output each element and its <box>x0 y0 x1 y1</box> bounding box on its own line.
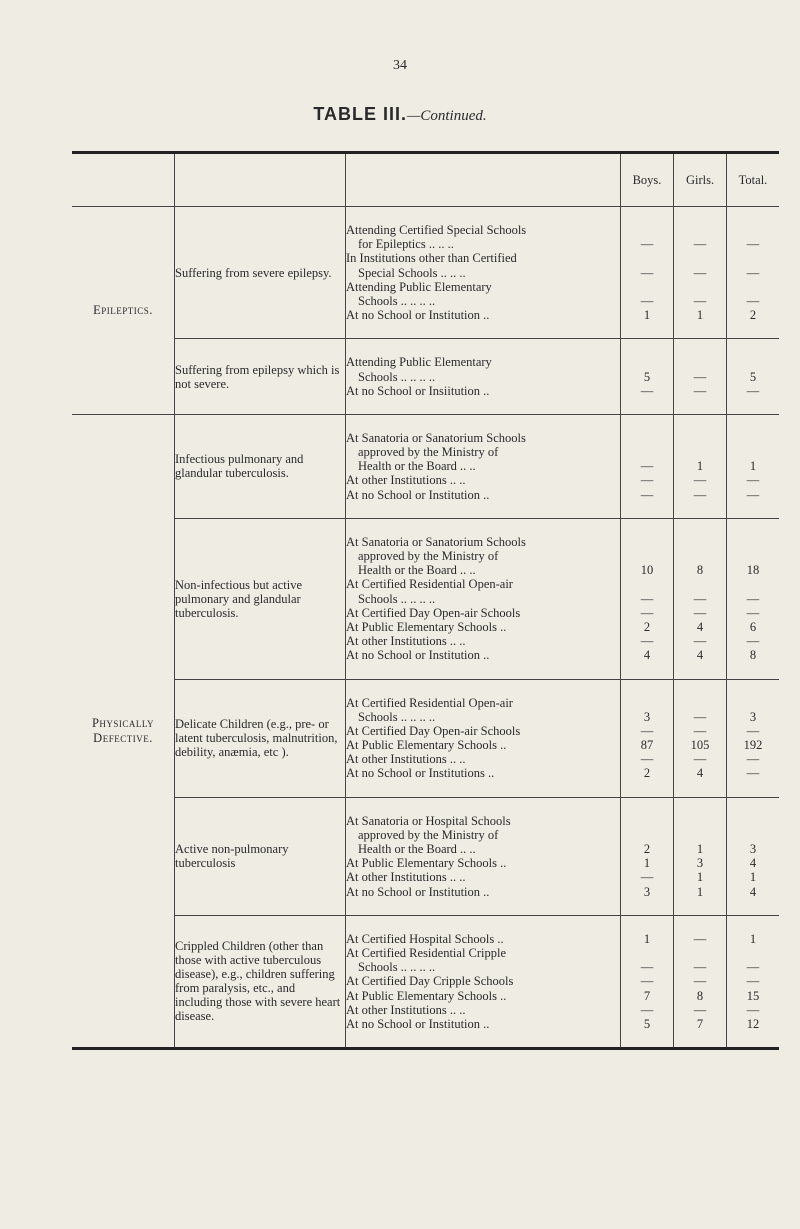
girls-value: — <box>693 974 707 989</box>
total-value: 18 <box>746 563 760 578</box>
girls-value <box>674 280 726 294</box>
table-row <box>72 679 779 797</box>
institution-line: At Certified Residential Open-air <box>346 577 513 592</box>
institution-cell <box>346 207 621 339</box>
total-value: 4 <box>749 884 757 899</box>
condition-cell <box>175 414 346 518</box>
total-value: — <box>746 1002 760 1017</box>
institution-line: At Certified Residential Cripple <box>346 945 507 960</box>
boys-cell <box>621 518 674 679</box>
institution-line: At other Institutions .. .. <box>346 634 466 649</box>
girls-value <box>674 535 726 549</box>
institution-line: At no School or Institution .. <box>346 884 490 899</box>
boys-value: — <box>640 473 654 488</box>
total-value <box>727 696 779 710</box>
girls-value: — <box>693 605 707 620</box>
institution-line: Schools .. .. .. .. <box>358 293 436 308</box>
boys-cell <box>621 414 674 518</box>
header-girls: Girls. <box>674 153 727 207</box>
institution-line: At no School or Insiitution .. <box>346 383 490 398</box>
total-value <box>727 828 779 842</box>
institution-line: for Epileptics .. .. .. <box>358 237 454 252</box>
institution-line: Attending Public Elementary <box>346 279 492 294</box>
boys-value: 1 <box>643 308 651 323</box>
girls-value: — <box>693 473 707 488</box>
total-value: — <box>746 591 760 606</box>
institution-cell <box>346 797 621 915</box>
total-value <box>727 355 779 369</box>
girls-value: 4 <box>696 648 704 663</box>
page-number: 34 <box>393 58 407 73</box>
header-category <box>72 153 175 207</box>
total-value: 15 <box>746 988 760 1003</box>
boys-value <box>621 946 673 960</box>
girls-value: 1 <box>696 870 704 885</box>
institution-line: At no School or Institutions .. <box>346 766 495 781</box>
condition-text: Delicate Children (e.g., pre- or latent tuberculosis, malnutrition, debility, anæmia, etc ). <box>175 717 338 760</box>
boys-value: — <box>640 265 654 280</box>
boys-value: 3 <box>643 709 651 724</box>
boys-value <box>621 577 673 591</box>
boys-value <box>621 251 673 265</box>
total-value: — <box>746 723 760 738</box>
total-cell <box>727 915 780 1048</box>
total-cell <box>727 339 780 415</box>
institution-line: At Sanatoria or Hospital Schools <box>346 813 511 828</box>
boys-value: — <box>640 293 654 308</box>
institution-line: approved by the Ministry of <box>358 827 499 842</box>
condition-text: Infectious pulmonary and glandular tuberculosis. <box>175 452 304 481</box>
girls-cell <box>674 797 727 915</box>
institution-cell <box>346 339 621 415</box>
institution-cell <box>346 414 621 518</box>
total-value <box>727 577 779 591</box>
boys-value: 2 <box>643 842 651 856</box>
condition-text: Crippled Children (other than those with active tuberculous disease), e.g., children suffering from paralysis, etc., and including those with severe heart disease. <box>175 939 341 1024</box>
boys-value: 87 <box>640 738 654 753</box>
girls-value: 8 <box>696 988 704 1003</box>
institution-line: At Sanatoria or Sanatorium Schools <box>346 534 526 549</box>
table-row <box>72 797 779 915</box>
total-value: 192 <box>743 738 763 753</box>
boys-value: — <box>640 723 654 738</box>
institution-line: At Certified Day Open-air Schools <box>346 723 521 738</box>
header-condition <box>175 153 346 207</box>
girls-value: 3 <box>696 856 704 871</box>
girls-value: — <box>693 709 707 724</box>
institution-line: At Certified Hospital Schools .. <box>346 931 504 946</box>
total-value: — <box>746 752 760 767</box>
institution-line: Schools .. .. .. .. <box>358 960 436 975</box>
institution-line: At Sanatoria or Sanatorium Schools <box>346 430 526 445</box>
total-value: 6 <box>749 619 757 634</box>
institution-line: At Certified Day Cripple Schools <box>346 974 514 989</box>
header-row <box>72 153 779 207</box>
table-title-sub: —Continued. <box>407 108 487 124</box>
girls-value <box>674 445 726 459</box>
boys-value <box>621 535 673 549</box>
header-total: Total. <box>727 153 780 207</box>
boys-value: 5 <box>643 1016 651 1031</box>
total-value <box>727 946 779 960</box>
girls-value: — <box>693 960 707 975</box>
girls-value: — <box>693 383 707 398</box>
girls-cell <box>674 679 727 797</box>
condition-cell <box>175 518 346 679</box>
institution-line: Attending Certified Special Schools <box>346 223 527 237</box>
boys-value: 5 <box>643 369 651 384</box>
condition-cell <box>175 797 346 915</box>
girls-value: 8 <box>696 563 704 578</box>
total-value: 1 <box>749 870 757 885</box>
institution-line: At Public Elementary Schools .. <box>346 856 507 871</box>
girls-value: 1 <box>696 459 704 474</box>
girls-value <box>674 223 726 237</box>
boys-value: — <box>640 960 654 975</box>
total-value: — <box>746 974 760 989</box>
institution-line: Attending Public Elementary <box>346 355 492 370</box>
girls-cell <box>674 414 727 518</box>
institution-cell <box>346 915 621 1048</box>
boys-value <box>621 223 673 237</box>
boys-value <box>621 814 673 828</box>
total-value: — <box>746 766 760 781</box>
institution-line: approved by the Ministry of <box>358 445 499 460</box>
total-value: 3 <box>749 842 757 856</box>
total-value: 2 <box>749 308 757 323</box>
total-cell <box>727 414 780 518</box>
girls-value: 1 <box>696 884 704 899</box>
boys-value: 4 <box>643 648 651 663</box>
total-value: 12 <box>746 1016 760 1031</box>
girls-value <box>674 696 726 710</box>
table-row <box>72 915 779 1048</box>
institution-cell <box>346 679 621 797</box>
total-value: — <box>746 634 760 649</box>
institution-line: Health or the Board .. .. <box>358 842 476 856</box>
girls-cell <box>674 339 727 415</box>
statistics-table-wrapper <box>72 151 768 1050</box>
boys-value: 3 <box>643 884 651 899</box>
condition-text: Suffering from epilepsy which is not severe. <box>175 362 340 391</box>
total-value <box>727 535 779 549</box>
boys-value: — <box>640 1002 654 1017</box>
girls-value: — <box>693 1002 707 1017</box>
boys-value: — <box>640 974 654 989</box>
institution-line: At no School or Institution .. <box>346 487 490 502</box>
institution-line: At other Institutions .. .. <box>346 473 466 488</box>
girls-value <box>674 251 726 265</box>
girls-value: — <box>693 591 707 606</box>
boys-value: 10 <box>640 563 654 578</box>
girls-value: — <box>693 634 707 649</box>
boys-value: — <box>640 752 654 767</box>
condition-cell <box>175 915 346 1048</box>
statistics-table <box>72 151 779 1050</box>
total-value <box>727 280 779 294</box>
institution-line: At other Institutions .. .. <box>346 870 466 885</box>
girls-value: 105 <box>690 738 710 753</box>
condition-cell <box>175 679 346 797</box>
boys-value: — <box>640 383 654 398</box>
boys-value: — <box>640 487 654 502</box>
condition-text: Non-infectious but active pulmonary and glandular tuberculosis. <box>175 577 303 620</box>
girls-cell <box>674 207 727 339</box>
total-value: — <box>746 473 760 488</box>
table-row <box>72 339 779 415</box>
total-value <box>727 431 779 445</box>
boys-value <box>621 696 673 710</box>
total-cell <box>727 679 780 797</box>
boys-value: — <box>640 237 654 252</box>
total-cell <box>727 207 780 339</box>
institution-line: Schools .. .. .. .. <box>358 709 436 724</box>
total-cell <box>727 797 780 915</box>
boys-value <box>621 431 673 445</box>
girls-cell <box>674 518 727 679</box>
girls-value: 7 <box>696 1016 704 1031</box>
total-value: — <box>746 293 760 308</box>
total-value: — <box>746 605 760 620</box>
total-value: 4 <box>749 856 757 871</box>
institution-line: At no School or Institution .. <box>346 648 490 663</box>
girls-value: — <box>693 369 707 384</box>
total-value <box>727 814 779 828</box>
girls-value <box>674 355 726 369</box>
girls-value: 1 <box>696 308 704 323</box>
institution-line: At Certified Residential Open-air <box>346 695 513 710</box>
boys-cell <box>621 915 674 1048</box>
total-value: 3 <box>749 709 757 724</box>
boys-value <box>621 355 673 369</box>
category-cell: Physically Defective. <box>72 414 175 1048</box>
boys-value: — <box>640 634 654 649</box>
girls-cell <box>674 915 727 1048</box>
institution-line: Schools .. .. .. .. <box>358 369 436 384</box>
institution-line: At Public Elementary Schools .. <box>346 988 507 1003</box>
institution-line: At no School or Institution .. <box>346 308 490 323</box>
header-boys: Boys. <box>621 153 674 207</box>
boys-value: — <box>640 591 654 606</box>
institution-cell <box>346 518 621 679</box>
total-value: — <box>746 960 760 975</box>
girls-value: — <box>693 487 707 502</box>
girls-value: — <box>693 265 707 280</box>
girls-value: 4 <box>696 619 704 634</box>
total-value: — <box>746 237 760 252</box>
total-value: 8 <box>749 648 757 663</box>
girls-value <box>674 549 726 563</box>
total-value <box>727 223 779 237</box>
girls-value: — <box>693 293 707 308</box>
total-value: 5 <box>749 369 757 384</box>
institution-line: In Institutions other than Certified <box>346 251 517 266</box>
table-row <box>72 207 779 339</box>
total-value: 1 <box>749 931 757 946</box>
boys-value <box>621 828 673 842</box>
total-value: — <box>746 383 760 398</box>
institution-line: At other Institutions .. .. <box>346 1002 466 1017</box>
boys-cell <box>621 797 674 915</box>
condition-cell <box>175 339 346 415</box>
total-value: 1 <box>749 459 757 474</box>
boys-value <box>621 549 673 563</box>
institution-line: At Public Elementary Schools .. <box>346 738 507 753</box>
girls-value <box>674 828 726 842</box>
condition-text: Active non-pulmonary tuberculosis <box>175 842 289 871</box>
institution-line: At Public Elementary Schools .. <box>346 619 507 634</box>
boys-cell <box>621 207 674 339</box>
girls-value: — <box>693 752 707 767</box>
boys-value <box>621 280 673 294</box>
boys-value: — <box>640 605 654 620</box>
girls-value <box>674 577 726 591</box>
institution-line: Health or the Board .. .. <box>358 563 476 578</box>
table-row <box>72 518 779 679</box>
total-value: — <box>746 265 760 280</box>
total-value <box>727 549 779 563</box>
girls-value: — <box>693 723 707 738</box>
boys-value: 7 <box>643 988 651 1003</box>
institution-line: Health or the Board .. .. <box>358 459 476 474</box>
total-cell <box>727 518 780 679</box>
boys-value: 1 <box>643 856 651 871</box>
girls-value <box>674 946 726 960</box>
table-body <box>72 207 779 1049</box>
institution-line: approved by the Ministry of <box>358 549 499 563</box>
girls-value: 4 <box>696 766 704 781</box>
boys-value <box>621 445 673 459</box>
institution-line: Special Schools .. .. .. <box>358 265 466 280</box>
boys-cell <box>621 679 674 797</box>
boys-value: 1 <box>643 931 651 946</box>
girls-value: — <box>693 931 707 946</box>
total-value: — <box>746 487 760 502</box>
girls-value <box>674 431 726 445</box>
girls-value <box>674 814 726 828</box>
header-institution <box>346 153 621 207</box>
category-cell: Epileptics. <box>72 207 175 415</box>
institution-line: At Certified Day Open-air Schools <box>346 605 521 620</box>
condition-cell <box>175 207 346 339</box>
girls-value: — <box>693 237 707 252</box>
table-title <box>0 104 800 125</box>
girls-value: 1 <box>696 842 704 856</box>
total-value <box>727 251 779 265</box>
condition-text: Suffering from severe epilepsy. <box>175 265 332 280</box>
boys-value: — <box>640 870 654 885</box>
boys-cell <box>621 339 674 415</box>
boys-value: — <box>640 459 654 474</box>
table-title-main: TABLE III. <box>313 104 408 124</box>
institution-line: Schools .. .. .. .. <box>358 591 436 606</box>
boys-value: 2 <box>643 766 651 781</box>
total-value <box>727 445 779 459</box>
boys-value: 2 <box>643 619 651 634</box>
table-row <box>72 414 779 518</box>
institution-line: At no School or Institution .. <box>346 1016 490 1031</box>
institution-line: At other Institutions .. .. <box>346 752 466 767</box>
